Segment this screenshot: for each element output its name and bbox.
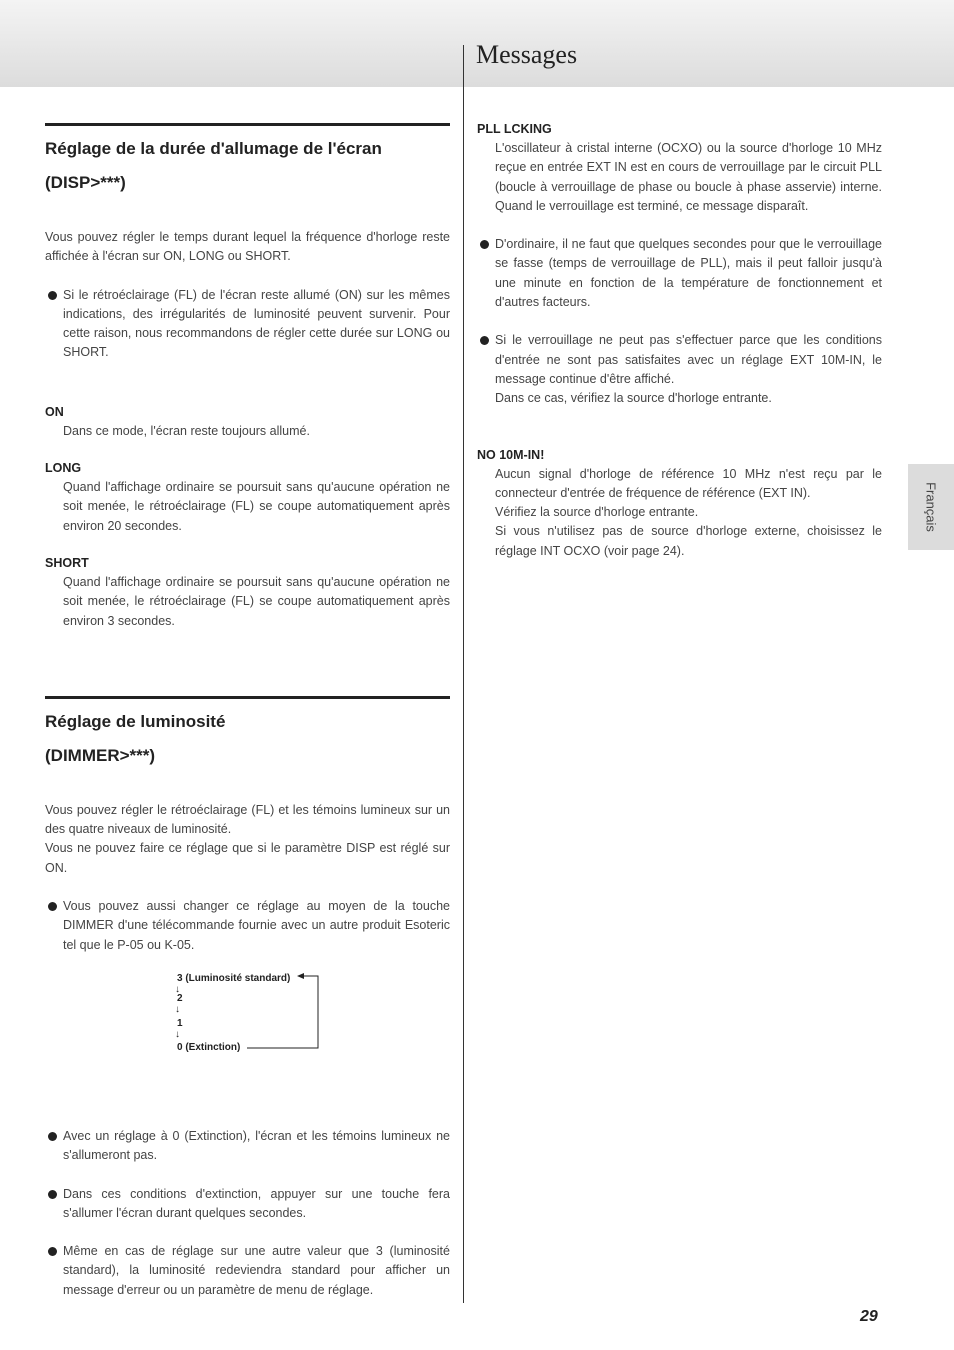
page-title: Messages — [476, 40, 578, 69]
disp-section — [45, 123, 450, 631]
disp-intro: Vous pouvez régler le temps durant lequel la fréquence d'horloge reste affichée à l'écran sur ON, LONG ou SHORT. — [45, 230, 450, 264]
pll-bullet-ext-cont: Dans ce cas, vérifiez la source d'horloge entrante. — [495, 391, 772, 406]
disp-bullet: Si le rétroéclairage (FL) de l'écran reste allumé (ON) sur les mêmes indications, des irrégularités de luminosité peuvent survenir. Pour cette raison, nous recommandons de régler cette durée sur LONG ou SHORT. — [45, 286, 450, 363]
level-2-label: 2 — [177, 992, 183, 1004]
dimmer-heading-line2: (DIMMER>***) — [45, 745, 156, 765]
disp-heading-line2: (DISP>***) — [45, 173, 126, 192]
dimmer-bullet-remote: Vous pouvez aussi changer ce réglage au moyen de la touche DIMMER d'une télécommande fournie avec un autre produit Esoteric tel que le P-05 ou K-05. — [45, 897, 450, 955]
option-on-term: ON — [45, 404, 64, 419]
dimmer-bullet-standard: Même en cas de réglage sur une autre valeur que 3 (luminosité standard), la luminosité redeviendra standard pour afficher un message d'erreur ou un paramètre de menu de réglage. — [45, 1242, 450, 1300]
language-tab-label: Français — [923, 482, 939, 532]
option-long-desc: Quand l'affichage ordinaire se poursuit sans qu'aucune opération ne soit menée, le rétroéclairage (FL) se coupe automatiquement après environ 20 secondes. — [63, 480, 450, 533]
dimmer-intro-2: Vous ne pouvez faire ce réglage que si le paramètre DISP est réglé sur ON. — [45, 841, 450, 875]
level-1-label: 1 — [177, 1017, 183, 1029]
dimmer-section — [45, 696, 450, 1300]
cycle-return-arrow — [45, 973, 450, 1083]
dimmer-intro-1: Vous pouvez régler le rétroéclairage (FL) et les témoins lumineux sur un des quatre niveaux de luminosité. — [45, 802, 450, 837]
pll-lcking-term: PLL LCKING — [477, 122, 552, 136]
language-tab — [908, 464, 954, 550]
option-on-desc: Dans ce mode, l'écran reste toujours allumé. — [63, 423, 310, 438]
level-3-label: 3 (Luminosité standard) — [177, 972, 291, 984]
dimmer-bullet-keypress: Dans ces conditions d'extinction, appuyer sur une touche fera s'allumer l'écran durant quelques secondes. — [45, 1185, 450, 1224]
no-10m-in-desc-3: Si vous n'utilisez pas de source d'horloge externe, choisissez le réglage INT OCXO (voir page 24). — [495, 524, 882, 558]
pll-lcking-section — [477, 120, 882, 409]
option-long-term: LONG — [45, 461, 82, 476]
pll-lcking-desc: L'oscillateur à cristal interne (OCXO) ou la source d'horloge 10 MHz reçue en entrée EXT IN est en cours de verrouillage par le circuit PLL (boucle à verrouillage de phase ou boucle à phase asservie) interne. Quand le verrouillage est terminé, ce message disparaît. — [495, 141, 882, 213]
down-arrow-icon: ↓ — [175, 983, 180, 995]
no-10m-in-desc-2: Vérifiez la source d'horloge entrante. — [495, 505, 699, 520]
option-short-term: SHORT — [45, 555, 89, 570]
option-short-desc: Quand l'affichage ordinaire se poursuit sans qu'aucune opération ne soit menée, le rétroéclairage (FL) se coupe automatiquement après environ 3 secondes. — [63, 574, 450, 628]
down-arrow-icon: ↓ — [175, 1028, 180, 1040]
down-arrow-icon: ↓ — [175, 1003, 180, 1015]
disp-heading — [45, 123, 450, 200]
dimmer-bullet-off: Avec un réglage à 0 (Extinction), l'écran et les témoins lumineux ne s'allumeront pas. — [45, 1127, 450, 1166]
no-10m-in-desc-1: Aucun signal d'horloge de référence 10 MHz n'est reçu par le connecteur d'entrée de fréquence de référence (EXT IN). — [495, 466, 882, 500]
dimmer-heading — [45, 696, 450, 773]
no-10m-in-section — [477, 446, 882, 561]
disp-heading-line1: Réglage de la durée d'allumage de l'écran — [45, 139, 382, 158]
column-divider — [463, 45, 464, 1303]
pll-bullet-time: D'ordinaire, il ne faut que quelques secondes pour que le verrouillage se fasse (temps de verrouillage de PLL), mais il peut falloir jusqu'à une minute en fonction de la température de fonctionnement et d'autres facteurs. — [477, 235, 882, 312]
pll-bullet-ext: Si le verrouillage ne peut pas s'effectuer parce que les conditions d'entrée ne sont pas satisfaites avec un réglage EXT 10M-IN, le message continue d'être affiché. — [477, 331, 882, 389]
left-column — [45, 123, 450, 1300]
dimmer-cycle-diagram — [45, 973, 450, 1083]
page-number: 29 — [860, 1308, 878, 1325]
no-10m-in-term: NO 10M-IN! — [477, 447, 545, 462]
right-column — [477, 120, 882, 561]
level-0-label: 0 (Extinction) — [177, 1041, 241, 1053]
dimmer-heading-line1: Réglage de luminosité — [45, 711, 226, 731]
